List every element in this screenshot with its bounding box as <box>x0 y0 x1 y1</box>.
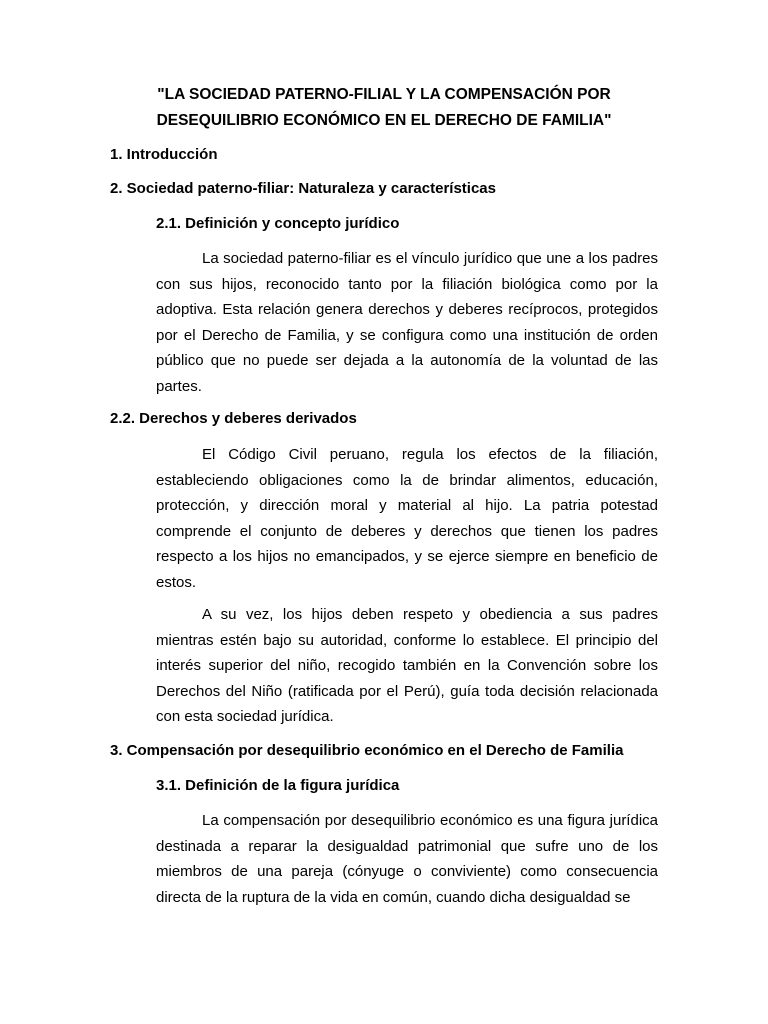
paragraph-definicion: La sociedad paterno-filiar es el vínculo jurídico que une a los padres con sus hijos, reconocido tanto por la filiación biológica como por la adoptiva. Esta relación genera derechos y deberes recíprocos, protegidos por el Derecho de Familia, y se configura como una institución de orden público que no puede ser dejada a la autonomía de la voluntad de las partes. <box>156 250 658 395</box>
heading-definicion-concepto: 2.1. Definición y concepto jurídico <box>156 215 400 232</box>
paragraph-codigo-civil: El Código Civil peruano, regula los efectos de la filiación, estableciendo obligaciones como la de brindar alimentos, educación, protección, y dirección moral y material al hijo. La patria potestad comprende el conjunto de deberes y derechos que tienen los padres respecto a los hijos no emancipados, y se ejerce siempre en beneficio de estos. <box>156 446 658 591</box>
title-line-2: DESEQUILIBRIO ECONÓMICO EN EL DERECHO DE FAMILIA" <box>156 112 612 129</box>
heading-introduccion: 1. Introducción <box>110 146 218 163</box>
heading-compensacion: 3. Compensación por desequilibrio económico en el Derecho de Familia <box>110 742 624 759</box>
paragraph-hijos-respeto: A su vez, los hijos deben respeto y obediencia a sus padres mientras estén bajo su autoridad, conforme lo establece. El principio del interés superior del niño, recogido también en la Convención sobre los Derechos del Niño (ratificada por el Perú), guía toda decisión relacionada con esta sociedad jurídica. <box>156 606 658 726</box>
heading-definicion-figura: 3.1. Definición de la figura jurídica <box>156 777 400 794</box>
title-line-1: "LA SOCIEDAD PATERNO-FILIAL Y LA COMPENSACIÓN POR <box>157 86 611 103</box>
document-title <box>110 82 658 134</box>
paragraph-compensacion-definicion: La compensación por desequilibrio económico es una figura jurídica destinada a reparar la desigualdad patrimonial que sufre uno de los miembros de una pareja (cónyuge o conviviente) como consecuencia directa de la ruptura de la vida en común, cuando dicha desigualdad se <box>156 812 658 906</box>
heading-sociedad-paterno-filiar: 2. Sociedad paterno-filiar: Naturaleza y características <box>110 180 496 197</box>
heading-derechos-deberes: 2.2. Derechos y deberes derivados <box>110 410 357 427</box>
